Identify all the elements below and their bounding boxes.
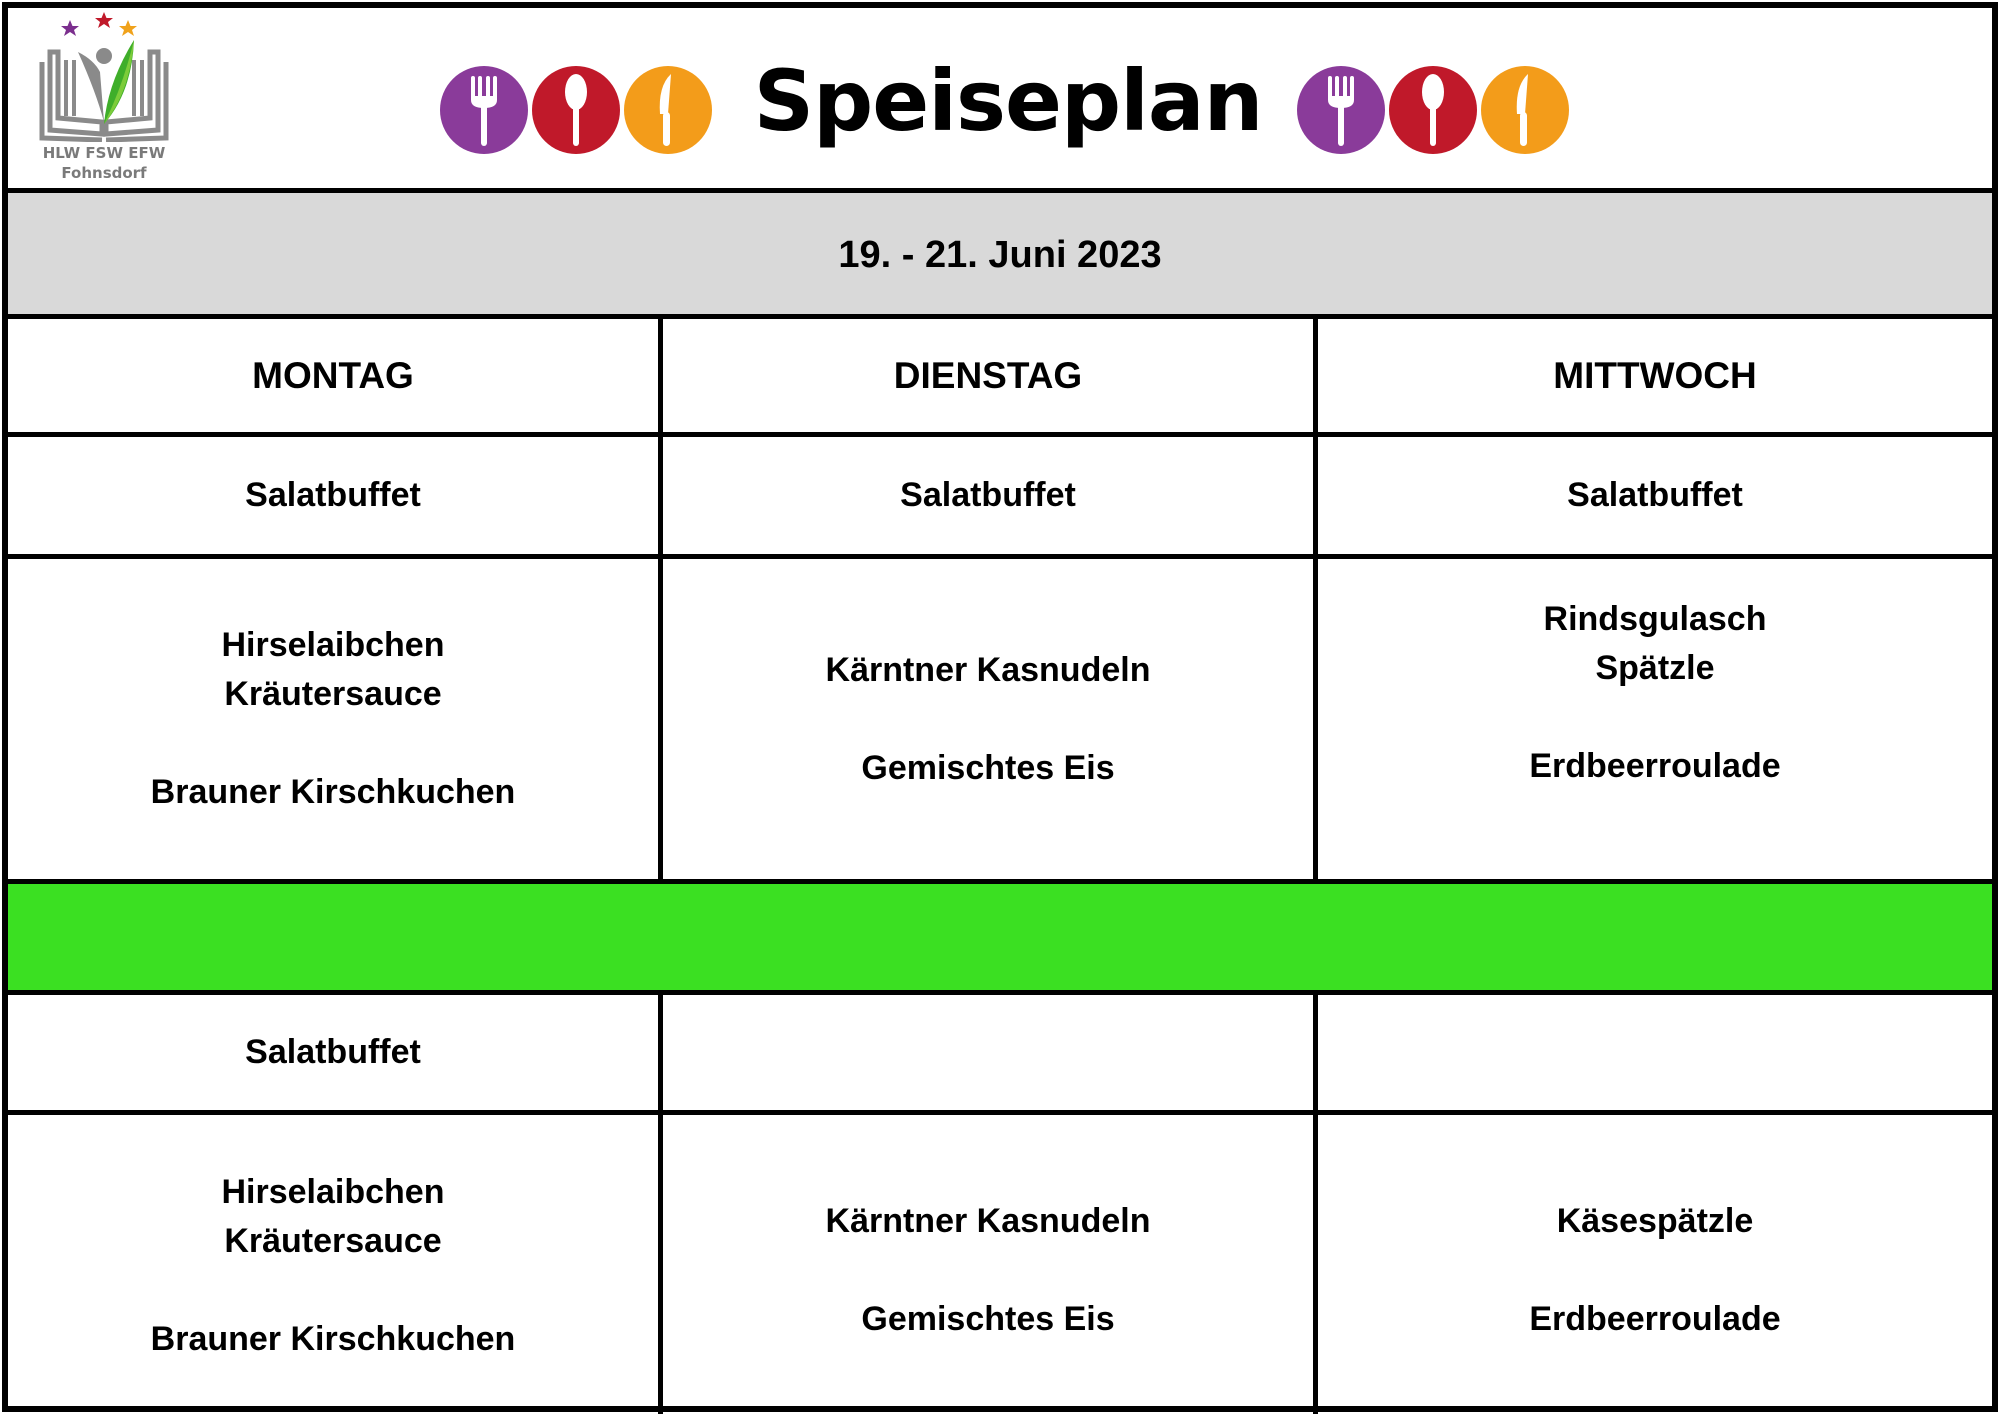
knife-icon [624,66,712,154]
main-dish-side: Kräutersauce [224,675,442,713]
school-logo [34,12,174,187]
salad-cell [663,995,1313,1110]
header [8,8,1992,190]
star-icon [119,20,137,36]
dessert: Gemischtes Eis [861,748,1115,787]
dessert: Brauner Kirschkuchen [150,773,516,811]
main-dish: Rindsgulasch [1543,600,1767,638]
dessert: Brauner Kirschkuchen [150,1319,516,1358]
meal-cell [663,1115,1313,1414]
separator-band [8,884,1992,990]
main-dish-side: Kräutersauce [224,1221,442,1260]
dessert: Gemischtes Eis [861,1300,1115,1338]
main-dish: Kärntner Kasnudeln [825,1202,1151,1240]
meal-cell [663,559,1313,879]
date-range: 19. - 21. Juni 2023 [838,234,1162,276]
salad-cell: Salatbuffet [900,476,1076,514]
day-header-monday: MONTAG [252,355,414,396]
salad-cell [1318,995,1992,1110]
book-person-icon [34,12,174,142]
main-dish-side: Spätzle [1595,649,1715,687]
meal-cell [1318,559,1992,879]
logo-text-line1: HLW FSW EFW [42,144,166,162]
knife-icon [1481,66,1569,154]
logo-text-line2: Fohnsdorf [61,164,147,182]
spoon-icon [532,66,620,154]
meal-cell [8,559,658,879]
meal-cell [8,1115,658,1414]
main-dish: Hirselaibchen [221,626,445,664]
main-dish: Käsespätzle [1556,1202,1754,1240]
salad-cell: Salatbuffet [1567,476,1743,514]
menu-sheet [2,2,1998,1412]
star-icon [61,20,79,36]
main-dish: Kärntner Kasnudeln [825,650,1151,689]
salad-cell: Salatbuffet [245,1033,421,1071]
day-header-tuesday: DIENSTAG [893,355,1083,396]
main-dish: Hirselaibchen [221,1172,445,1211]
meal-cell [1318,1115,1992,1414]
date-band [8,193,1992,317]
fork-icon [440,66,528,154]
dessert: Erdbeerroulade [1529,747,1781,785]
dessert: Erdbeerroulade [1529,1300,1781,1338]
fork-icon [1297,66,1385,154]
page-title: Speiseplan [753,52,1263,150]
star-icon [95,12,113,28]
salad-cell: Salatbuffet [245,476,421,514]
day-header-wednesday: MITTWOCH [1553,355,1757,396]
spoon-icon [1389,66,1477,154]
